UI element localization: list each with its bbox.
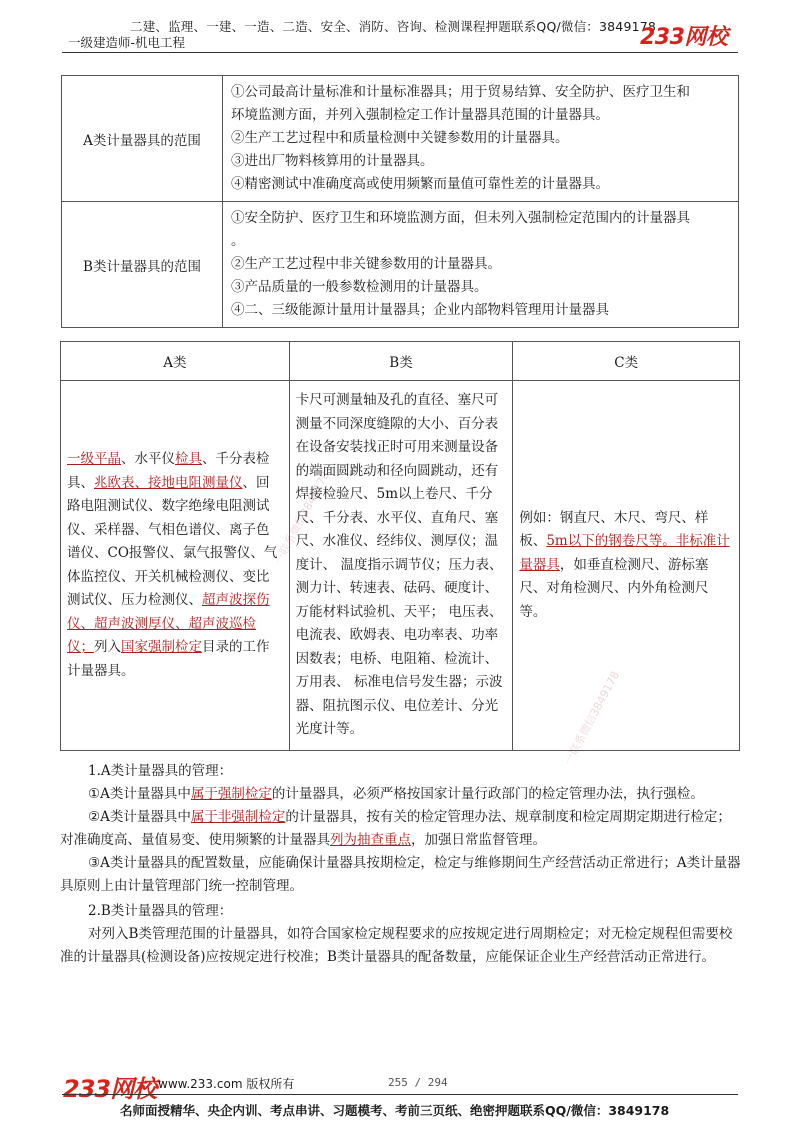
highlighted-text: 检具 (175, 451, 202, 467)
footer-logo: 233网校 (63, 1075, 157, 1103)
footer-divider (62, 1094, 738, 1095)
scope-line: ③进出厂物料核算用的计量器具。 (231, 153, 434, 169)
scope-label-b: B类计量器具的范围 (62, 202, 223, 328)
text-segment: 目录的工作计量器具。 (67, 639, 270, 679)
scope-label-a: A类计量器具的范围 (62, 76, 223, 202)
text-segment: 例如：钢直尺、木尺、弯尺、样板、 (519, 509, 709, 550)
header-divider (62, 52, 738, 53)
highlighted-text: 兆欧表、接地电阻测量仪 (94, 474, 243, 491)
scope-line: ②生产工艺过程中和质量检测中关键参数用的计量器具。 (231, 130, 569, 146)
text-segment: 列入 (94, 639, 121, 655)
highlighted-text: 列为抽查重点 (330, 832, 411, 848)
scope-content-b (223, 202, 739, 328)
scope-line: 。 (231, 233, 245, 249)
class-table (60, 341, 740, 751)
table-row (62, 202, 739, 328)
highlighted-text: 超声波探伤仪、超声波测厚仪、超声波巡检仪； (67, 592, 270, 655)
highlighted-text: 非标准计量器具 (519, 533, 730, 573)
paragraph-b: 对列入B类管理范围的计量器具，如符合国家检定规程要求的应按规定进行周期检定；对无检定规程但需要校准的计量器具(检测设备)应按规定进行校准；B类计量器具的配备数量，应能保证企业生产经营活动正常进行。 (60, 926, 733, 965)
highlighted-text: 一级平晶 (67, 451, 121, 467)
scope-line: ③产品质量的一般参数检测用的计量器具。 (231, 279, 488, 295)
page-number: 255 / 294 (388, 1076, 448, 1089)
highlighted-text: 属于非强制检定 (190, 809, 286, 825)
section-title-b: 2.B类计量器具的管理： (88, 903, 233, 919)
highlighted-text: 国家强制检定 (121, 639, 202, 655)
header-subtitle: 一级建造师-机电工程 (68, 35, 186, 50)
paragraph-a1 (60, 783, 742, 806)
header-class-c: C类 (513, 342, 740, 381)
text-segment: 、水平仪 (121, 451, 175, 467)
paragraph-a3: ③A类计量器具的配置数量，应能确保计量器具按期检定，检定与维修期间生产经营活动正常进行；A类计量器具原则上由计量管理部门统一控制管理。 (60, 855, 741, 894)
highlighted-text: 5m以下的钢卷尺等。 (546, 533, 676, 550)
footer-contact: 名师面授精华、央企内训、考点串讲、习题模考、考前三页纸、绝密押题联系QQ/微信：3849178 (120, 1103, 670, 1118)
scope-line: ①公司最高计量标准和计量标准器具；用于贸易结算、安全防护、医疗卫生和 (231, 84, 690, 100)
watermark: 一联系微信3849178 (271, 469, 333, 568)
table-header-row (61, 342, 740, 381)
text-segment: ①A类计量器具中 (88, 786, 191, 802)
text-segment: 、千分表检具、 (67, 451, 270, 491)
scope-line: ④精密测试中准确度高或使用频繁而量值可靠性差的计量器具。 (231, 176, 609, 192)
text-segment: ②A类计量器具中 (88, 809, 191, 825)
footer-site: www.233.com 版权所有 (158, 1077, 295, 1091)
text-segment: 的计量器具，必须严格按国家计量行政部门的检定管理办法，执行强检。 (271, 786, 704, 802)
header-contact: 二建、监理、一建、一造、二造、安全、消防、咨询、检测课程押题联系QQ/微信：3849178 (130, 19, 657, 34)
table-row (62, 76, 739, 202)
table-row (61, 381, 740, 751)
text-segment: ，如垂直检测尺、游标塞尺、对角检测尺、内外角检测尺等。 (519, 556, 709, 620)
page-header (0, 0, 800, 60)
section-title-a: 1.A类计量器具的管理： (88, 763, 233, 779)
scope-line: ④二、三级能源计量用计量器具；企业内部物料管理用计量器具 (231, 302, 609, 318)
header-logo: 233网校 (640, 25, 728, 50)
class-b-cell: 卡尺可测量轴及孔的直径、塞尺可测量不同深度缝隙的大小、百分表在设备安装找正时可用来测量设备的端面圆跳动和径向圆跳动，还有焊接检验尺、5m以上卷尺、千分尺、千分表、水平仪、直角尺、塞尺、水准仪、经纬仪、测厚仪；温度计、 温度指示调节仪；压力表、测力计、转速表、砝码、硬度计、万能材料试验机、天平； 电压表、电流表、欧姆表、电功率表、功率因数表；电桥、电阻箱、检流计、万用表、 标准电信号发生器；示波器、阻抗图示仪、电位差计、分光光度计等。 (289, 381, 513, 751)
header-class-a: A类 (61, 342, 290, 381)
text-segment: 的计量器具，按有关的检定管理办法、规章制度和检定周期定期进行检定；对准确度高、量值易变、使用频繁的计量器具 (60, 809, 731, 848)
class-a-cell (61, 381, 290, 751)
highlighted-text: 属于强制检定 (190, 786, 272, 802)
paragraph-a2 (60, 806, 742, 852)
scope-line: ②生产工艺过程中非关键参数用的计量器具。 (231, 256, 501, 272)
watermark: 一联系微信3849178 (561, 669, 623, 768)
scope-line: 环境监测方面，并列入强制检定工作计量器具范围的计量器具。 (231, 107, 609, 123)
management-section (60, 760, 742, 969)
scope-content-a (223, 76, 739, 202)
scope-line: ①安全防护、医疗卫生和环境监测方面，但未列入强制检定范围内的计量器具 (231, 210, 690, 226)
header-class-b: B类 (289, 342, 513, 381)
class-c-cell (513, 381, 740, 751)
text-segment: 、回路电阻测试仪、数字绝缘电阻测试仪、采样器、气相色谱仪、离子色谱仪、CO报警仪、氯气报警仪、气体监控仪、开关机械检测仪、变比测试仪、压力检测仪、 (67, 474, 278, 608)
scope-table (61, 75, 739, 328)
text-segment: ，加强日常监督管理。 (411, 832, 546, 848)
